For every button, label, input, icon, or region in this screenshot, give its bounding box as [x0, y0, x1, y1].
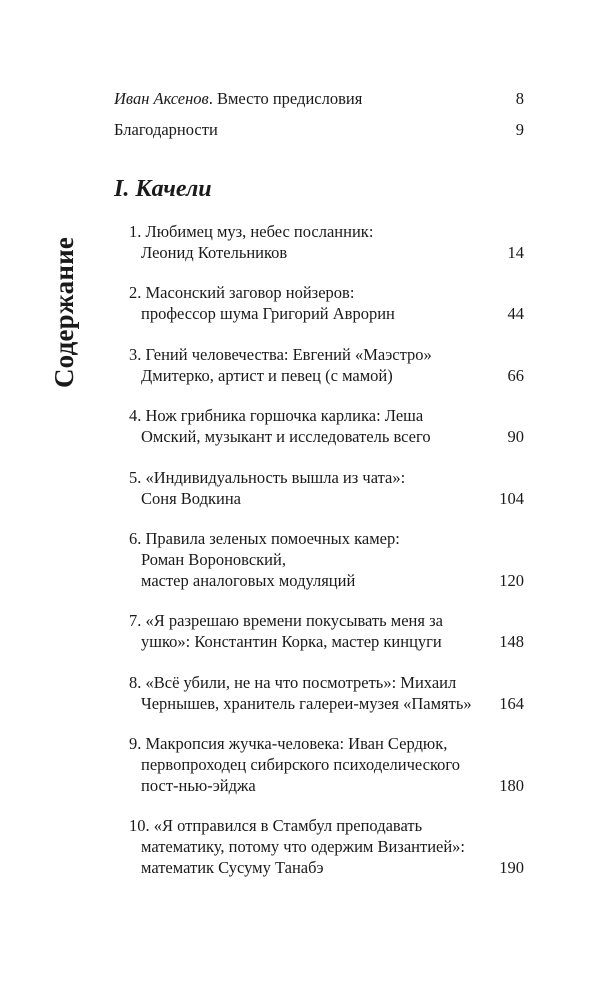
toc-entry-line: профессор шума Григорий Аврорин: [141, 304, 395, 323]
toc-entry-10[interactable]: [129, 815, 524, 878]
toc-entry-9[interactable]: [129, 733, 524, 796]
toc-row-acknowledgements[interactable]: [114, 119, 524, 141]
section-title: I. Качели: [114, 176, 212, 202]
toc-entry-line: Соня Водкина: [141, 489, 241, 508]
toc-entry-line: математик Сусуму Танабэ: [141, 858, 324, 877]
toc-entry-line: ушко»: Константин Корка, мастер кинцуги: [141, 632, 442, 651]
preface-title: . Вместо предисловия: [208, 89, 363, 108]
toc-entry-2[interactable]: [129, 282, 524, 324]
toc-entry-page-number: 90: [507, 427, 524, 446]
toc-entry-4[interactable]: [129, 405, 524, 447]
toc-entry-line: 5. «Индивидуальность вышла из чата»:: [129, 468, 406, 487]
toc-entry-8[interactable]: [129, 672, 524, 714]
toc-entry-line: 3. Гений человечества: Евгений «Маэстро»: [129, 345, 432, 364]
toc-entry-3[interactable]: [129, 344, 524, 386]
toc-entry-line: 2. Масонский заговор нойзеров:: [129, 283, 355, 302]
toc-entry-line: Леонид Котельников: [141, 243, 288, 262]
toc-row-preface-text: [114, 89, 362, 108]
toc-entry-line: мастер аналоговых модуляций: [141, 571, 356, 590]
toc-entry-line: 7. «Я разрешаю времени покусывать меня за: [129, 611, 443, 630]
toc-entry-page-number: 164: [499, 694, 524, 713]
toc-entry-line: пост-нью-эйджа: [141, 776, 256, 795]
toc-entry-line: 10. «Я отправился в Стамбул преподавать: [129, 816, 423, 835]
acknowledgements-page-number: 9: [515, 120, 524, 139]
toc-entry-7[interactable]: [129, 610, 524, 652]
toc-entry-page-number: 14: [507, 243, 524, 262]
toc-entry-line: первопроходец сибирского психоделического: [141, 755, 460, 774]
toc-entry-page-number: 148: [499, 632, 524, 651]
toc-row-preface[interactable]: [114, 88, 524, 110]
toc-entry-line: Чернышев, хранитель галереи-музея «Память»: [141, 694, 472, 713]
preface-page-number: 8: [515, 89, 524, 108]
toc-entry-page-number: 44: [507, 304, 524, 323]
preface-author: Иван Аксенов: [114, 89, 209, 108]
toc-entry-page-number: 104: [499, 489, 524, 508]
toc-entry-line: 9. Макропсия жучка-человека: Иван Сердюк,: [129, 734, 448, 753]
toc-entry-line: Омский, музыкант и исследователь всего: [141, 427, 431, 446]
contents-title-text: Содержание: [49, 236, 80, 388]
toc-entry-line: 6. Правила зеленых помоечных камер:: [129, 529, 400, 548]
toc-entry-page-number: 180: [499, 776, 524, 795]
toc-entry-5[interactable]: [129, 467, 524, 509]
toc-entry-page-number: 190: [499, 858, 524, 877]
toc-entry-6[interactable]: [129, 528, 524, 591]
toc-entry-1[interactable]: [129, 221, 524, 263]
toc-entry-line: Дмитерко, артист и певец (с мамой): [141, 366, 393, 385]
toc-entry-line: математику, потому что одержим Византией»:: [141, 837, 466, 856]
acknowledgements-title: Благодарности: [114, 120, 218, 139]
toc-entry-line: 1. Любимец муз, небес посланник:: [129, 222, 374, 241]
contents-title-vertical: [48, 232, 82, 392]
toc-entry-line: Роман Вороновский,: [141, 550, 286, 569]
toc-entry-page-number: 66: [507, 366, 524, 385]
toc-entry-line: 8. «Всё убили, не на что посмотреть»: Михаил: [129, 673, 457, 692]
toc-entry-page-number: 120: [499, 571, 524, 590]
toc-entry-line: 4. Нож грибника горшочка карлика: Леша: [129, 406, 424, 425]
